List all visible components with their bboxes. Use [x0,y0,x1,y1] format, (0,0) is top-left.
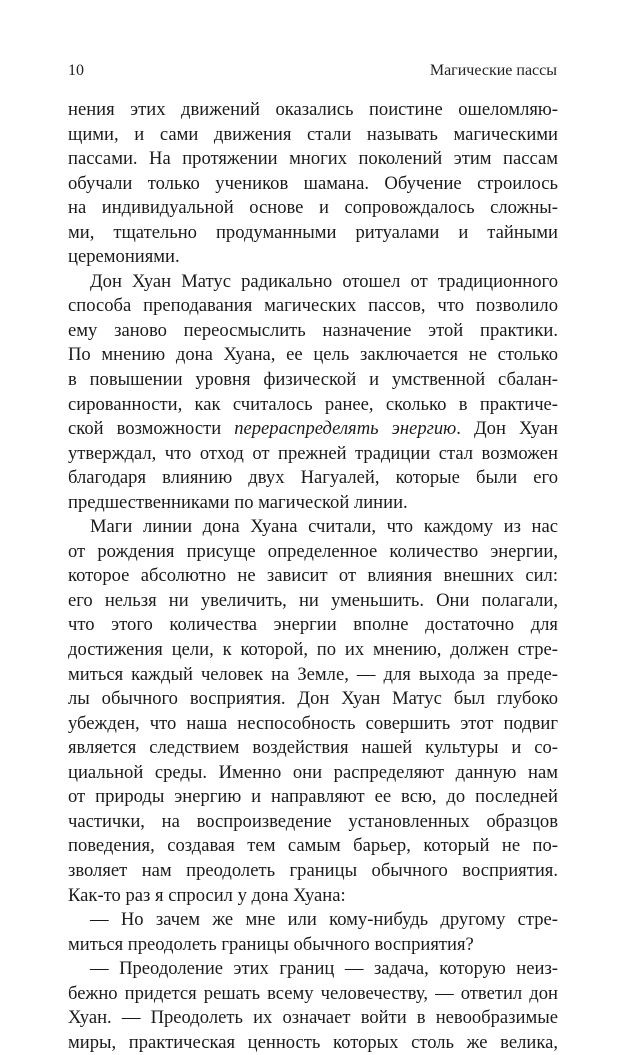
text-line: миры, практическая ценность которых столь же велика, [68,1031,558,1053]
text-segment: ской возможности [68,418,235,440]
text-line: ему заново переосмыслить назначение этой практики. [68,319,558,341]
text-line: По мнению дона Хуана, ее цель заключается не столько [68,344,558,366]
text-line: миться каждый человек на Земле, — для выхода за преде- [68,663,558,685]
text-line: сированности, как считалось ранее, сколько в практиче- [68,393,558,415]
text-segment: . Дон Хуан [456,418,558,440]
text-line: благодаря влиянию двух Нагуалей, которые были его [68,467,558,489]
text-line: что этого количества энергии вполне достаточно для [68,614,558,636]
text-line: пассами. На протяжении многих поколений этим пассам [68,148,558,170]
text-line: которое абсолютно не зависит от влияния внешних сил: [68,565,558,587]
text-line: миться преодолеть границы обычного восприятия? [68,933,474,955]
text-line: от природы энергию и направляют ее всю, до последней [68,786,558,808]
text-line: — Преодоление этих границ — задача, которую неиз- [90,958,558,980]
text-line: нения этих движений оказались поистине ошеломляю- [68,99,558,120]
text-line: является следствием воздействия нашей культуры и со- [68,737,558,759]
text-line: циальной среды. Именно они распределяют данную нам [68,761,558,783]
running-title: Магические пассы [429,62,557,79]
text-line: лы обычного восприятия. Дон Хуан Матус был глубоко [68,688,558,710]
text-line: его нельзя ни увеличить, ни уменьшить. Они полагали, [68,589,558,611]
text-line: Дон Хуан Матус радикально отошел от традиционного [90,270,558,292]
emphasized-phrase: перераспределять энергию [234,418,457,440]
text-line: щими, и сами движения стали называть магическими [68,123,558,145]
text-line: — Но зачем же мне или кому-нибудь другому стре- [90,909,558,931]
text-line: в повышении уровня физической и умственной сбалан- [68,369,558,391]
text-line: на индивидуальной основе и сопровождалось сложны- [68,197,558,219]
page-number: 10 [68,62,84,79]
page-header [68,62,557,86]
text-line: Маги линии дона Хуана считали, что каждому из нас [90,516,558,538]
text-line: Как-то раз я спросил у дона Хуана: [68,884,346,906]
text-line: от рождения присуще определенное количество энергии, [68,540,558,562]
text-line: зволяет нам преодолеть границы обычного восприятия. [68,859,558,881]
text-line: частички, на воспроизведение установленных образцов [68,810,558,832]
text-line: утверждал, что отход от прежней традиции стал возможен [68,442,558,464]
text-line: Хуан. — Преодолеть их означает войти в невообразимые [68,1007,558,1029]
text-line-with-emphasis [68,417,558,442]
body-text [68,98,558,1055]
text-line: убежден, что наша неспособность совершить этот подвиг [68,712,558,734]
text-line: способа преподавания магических пассов, что позволило [68,295,558,317]
text-line: бежно придется решать всему человечеству, — ответил дон [68,982,558,1004]
text-line: церемониями. [68,246,180,268]
text-line: предшественниками по магической линии. [68,491,408,513]
text-line: достижения цели, к которой, по их мнению, должен стре- [68,639,558,661]
text-line: обучали только учеников шамана. Обучение строилось [68,172,558,194]
text-line: поведения, создавая тем самым барьер, который не по- [68,835,558,857]
text-line: ми, тщательно продуманными ритуалами и тайными [68,221,558,243]
